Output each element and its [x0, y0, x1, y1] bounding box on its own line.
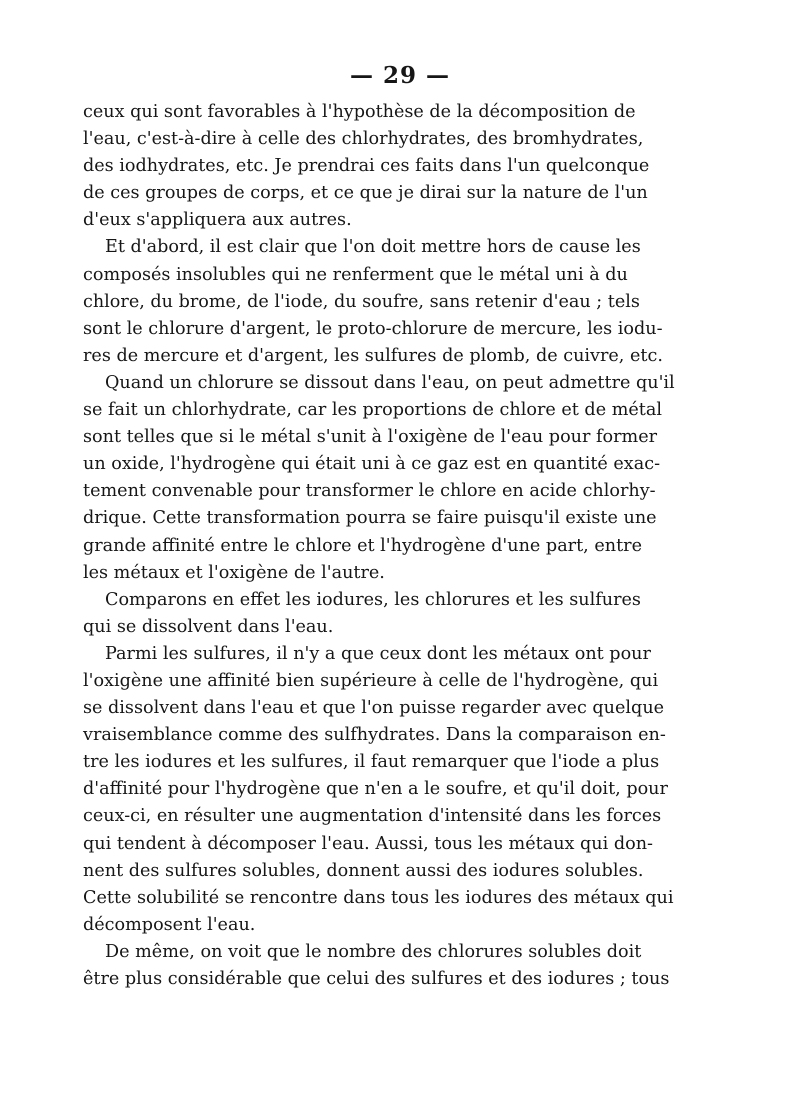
text-line: grande affinité entre le chlore et l'hydrogène d'une part, entre	[83, 535, 642, 556]
text-line: se dissolvent dans l'eau et que l'on puisse regarder avec quelque	[83, 698, 665, 719]
text-line: composés insolubles qui ne renferment que le métal uni à du	[83, 264, 628, 285]
text-line: d'eux s'appliquera aux autres.	[83, 210, 352, 231]
text-line: chlore, du brome, de l'iode, du soufre, sans retenir d'eau ; tels	[83, 291, 640, 312]
text-line: des iodhydrates, etc. Je prendrai ces faits dans l'un quelconque	[83, 156, 650, 177]
body-text	[83, 99, 675, 993]
text-line: de ces groupes de corps, et ce que je dirai sur la nature de l'un	[83, 183, 648, 204]
text-line: nent des sulfures solubles, donnent aussi des iodures solubles.	[83, 860, 644, 881]
text-line: qui tendent à décomposer l'eau. Aussi, tous les métaux qui don-	[83, 833, 653, 854]
text-line: décomposent l'eau.	[83, 914, 256, 935]
text-line: res de mercure et d'argent, les sulfures de plomb, de cuivre, etc.	[83, 345, 663, 366]
text-line: tement convenable pour transformer le chlore en acide chlorhy-	[83, 481, 656, 502]
text-line: Cette solubilité se rencontre dans tous les iodures des métaux qui	[83, 887, 674, 908]
text-line: ceux qui sont favorables à l'hypothèse de la décomposition de	[83, 102, 636, 122]
text-line: l'eau, c'est-à-dire à celle des chlorhydrates, des bromhydrates,	[83, 129, 644, 150]
text-line: Comparons en effet les iodures, les chlorures et les sulfures	[105, 589, 641, 610]
text-line: l'oxigène une affinité bien supérieure à celle de l'hydrogène, qui	[83, 670, 659, 691]
page-number: — 29 —	[349, 62, 451, 89]
text-line: De même, on voit que le nombre des chlorures solubles doit	[105, 941, 642, 962]
text-line: Et d'abord, il est clair que l'on doit mettre hors de cause les	[105, 237, 641, 258]
text-line: se fait un chlorhydrate, car les proportions de chlore et de métal	[83, 400, 662, 421]
text-line: Quand un chlorure se dissout dans l'eau, on peut admettre qu'il	[105, 372, 675, 393]
text-line: vraisemblance comme des sulfhydrates. Dans la comparaison en-	[83, 725, 666, 746]
text-line: Parmi les sulfures, il n'y a que ceux dont les métaux ont pour	[105, 643, 651, 664]
text-line: qui se dissolvent dans l'eau.	[83, 616, 334, 637]
text-line: un oxide, l'hydrogène qui était uni à ce gaz est en quantité exac-	[83, 454, 661, 475]
text-line: d'affinité pour l'hydrogène que n'en a le soufre, et qu'il doit, pour	[83, 779, 668, 800]
text-line: tre les iodures et les sulfures, il faut remarquer que l'iode a plus	[83, 752, 660, 773]
text-line: sont le chlorure d'argent, le proto-chlorure de mercure, les iodu-	[83, 318, 663, 339]
text-line: sont telles que si le métal s'unit à l'oxigène de l'eau pour former	[83, 427, 658, 448]
text-line: ceux-ci, en résulter une augmentation d'intensité dans les forces	[83, 806, 662, 827]
text-line: être plus considérable que celui des sulfures et des iodures ; tous	[83, 969, 670, 989]
text-line: drique. Cette transformation pourra se faire puisqu'il existe une	[83, 508, 657, 529]
text-line: les métaux et l'oxigène de l'autre.	[83, 562, 385, 583]
